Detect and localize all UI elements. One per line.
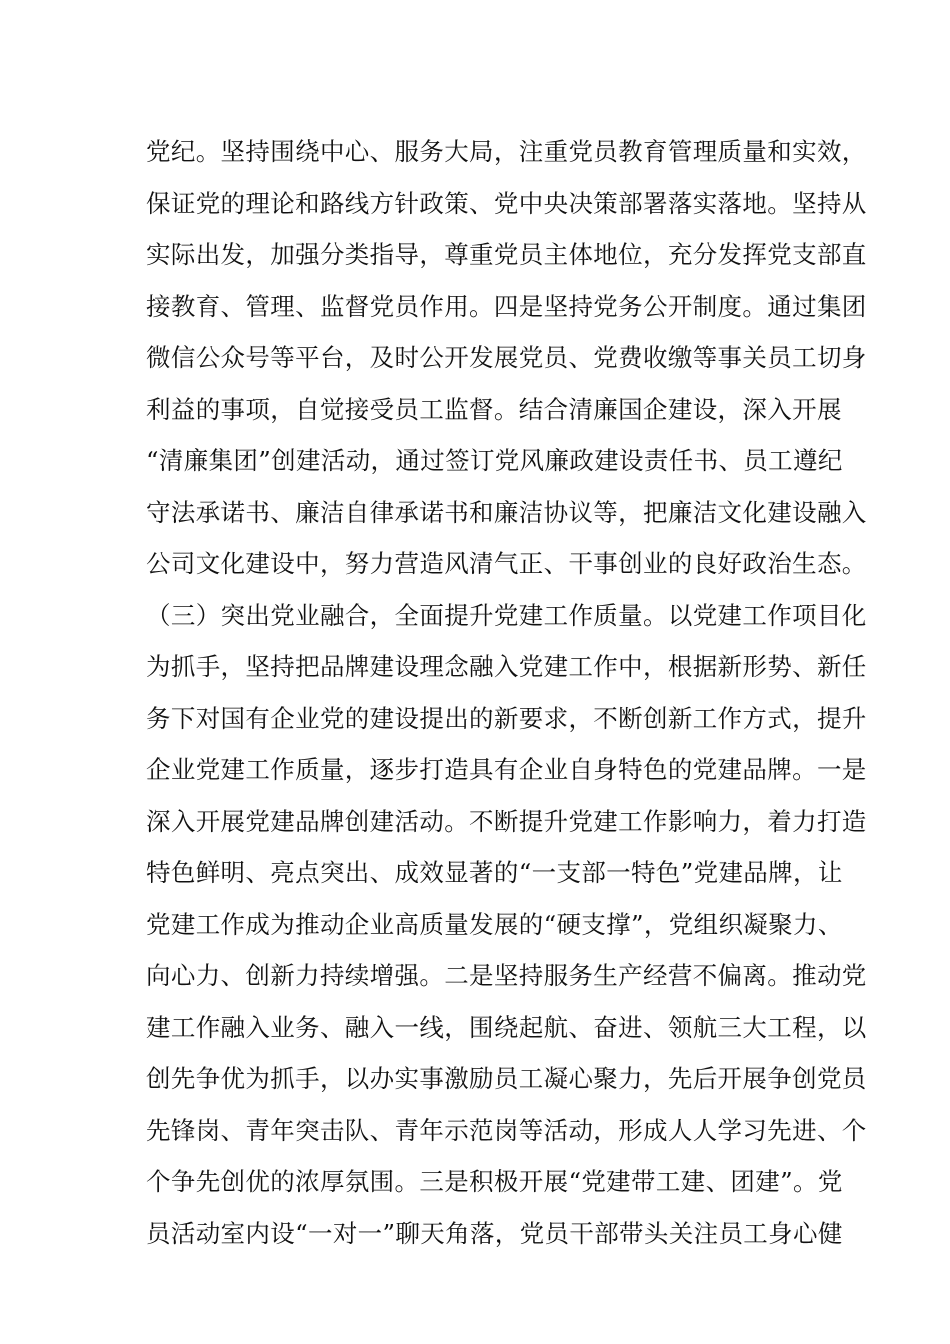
text-line: 创先争优为抓手，以办实事激励员工凝心聚力，先后开展争创党员: [146, 1064, 867, 1093]
text-line: 为抓手，坚持把品牌建设理念融入党建工作中，根据新形势、新任: [146, 652, 867, 681]
text-line: 党纪。坚持围绕中心、服务大局，注重党员教育管理质量和实效，: [146, 137, 867, 166]
text-line: 微信公众号等平台，及时公开发展党员、党费收缴等事关员工切身: [146, 343, 867, 372]
text-line: 保证党的理论和路线方针政策、党中央决策部署落实落地。坚持从: [146, 188, 867, 218]
text-line: 深入开展党建品牌创建活动。不断提升党建工作影响力，着力打造: [146, 806, 867, 836]
text-line: 公司文化建设中，努力营造风清气正、干事创业的良好政治生态。: [146, 549, 867, 578]
text-line: 接教育、管理、监督党员作用。四是坚持党务公开制度。通过集团: [146, 291, 867, 321]
text-line: 企业党建工作质量，逐步打造具有企业自身特色的党建品牌。一是: [146, 755, 867, 784]
text-line: 利益的事项，自觉接受员工监督。结合清廉国企建设，深入开展: [146, 394, 842, 424]
text-line: 党建工作成为推动企业高质量发展的“硬支撑”，党组织凝聚力、: [146, 909, 843, 939]
text-line: 向心力、创新力持续增强。二是坚持服务生产经营不偏离。推动党: [146, 961, 867, 990]
text-line: “清廉集团”创建活动，通过签订党风廉政建设责任书、员工遵纪: [146, 446, 843, 475]
body-text: [146, 126, 867, 1259]
text-line: 员活动室内设“一对一”聊天角落，党员干部带头关注员工身心健: [146, 1218, 843, 1248]
text-line: 实际出发，加强分类指导，尊重党员主体地位，充分发挥党支部直: [146, 240, 867, 269]
text-line: 建工作融入业务、融入一线，围绕起航、奋进、领航三大工程，以: [146, 1012, 867, 1042]
text-line: 务下对国有企业党的建设提出的新要求，不断创新工作方式，提升: [146, 703, 867, 733]
text-line: 个争先创优的浓厚氛围。三是积极开展“党建带工建、团建”。党: [146, 1167, 843, 1196]
text-line: 守法承诺书、廉洁自律承诺书和廉洁协议等，把廉洁文化建设融入: [146, 497, 867, 527]
section-heading-line: （三）突出党业融合，全面提升党建工作质量。以党建工作项目化: [146, 600, 867, 630]
text-line: 特色鲜明、亮点突出、成效显著的“一支部一特色”党建品牌，让: [146, 858, 843, 887]
text-line: 先锋岗、青年突击队、青年示范岗等活动，形成人人学习先进、个: [146, 1115, 867, 1145]
